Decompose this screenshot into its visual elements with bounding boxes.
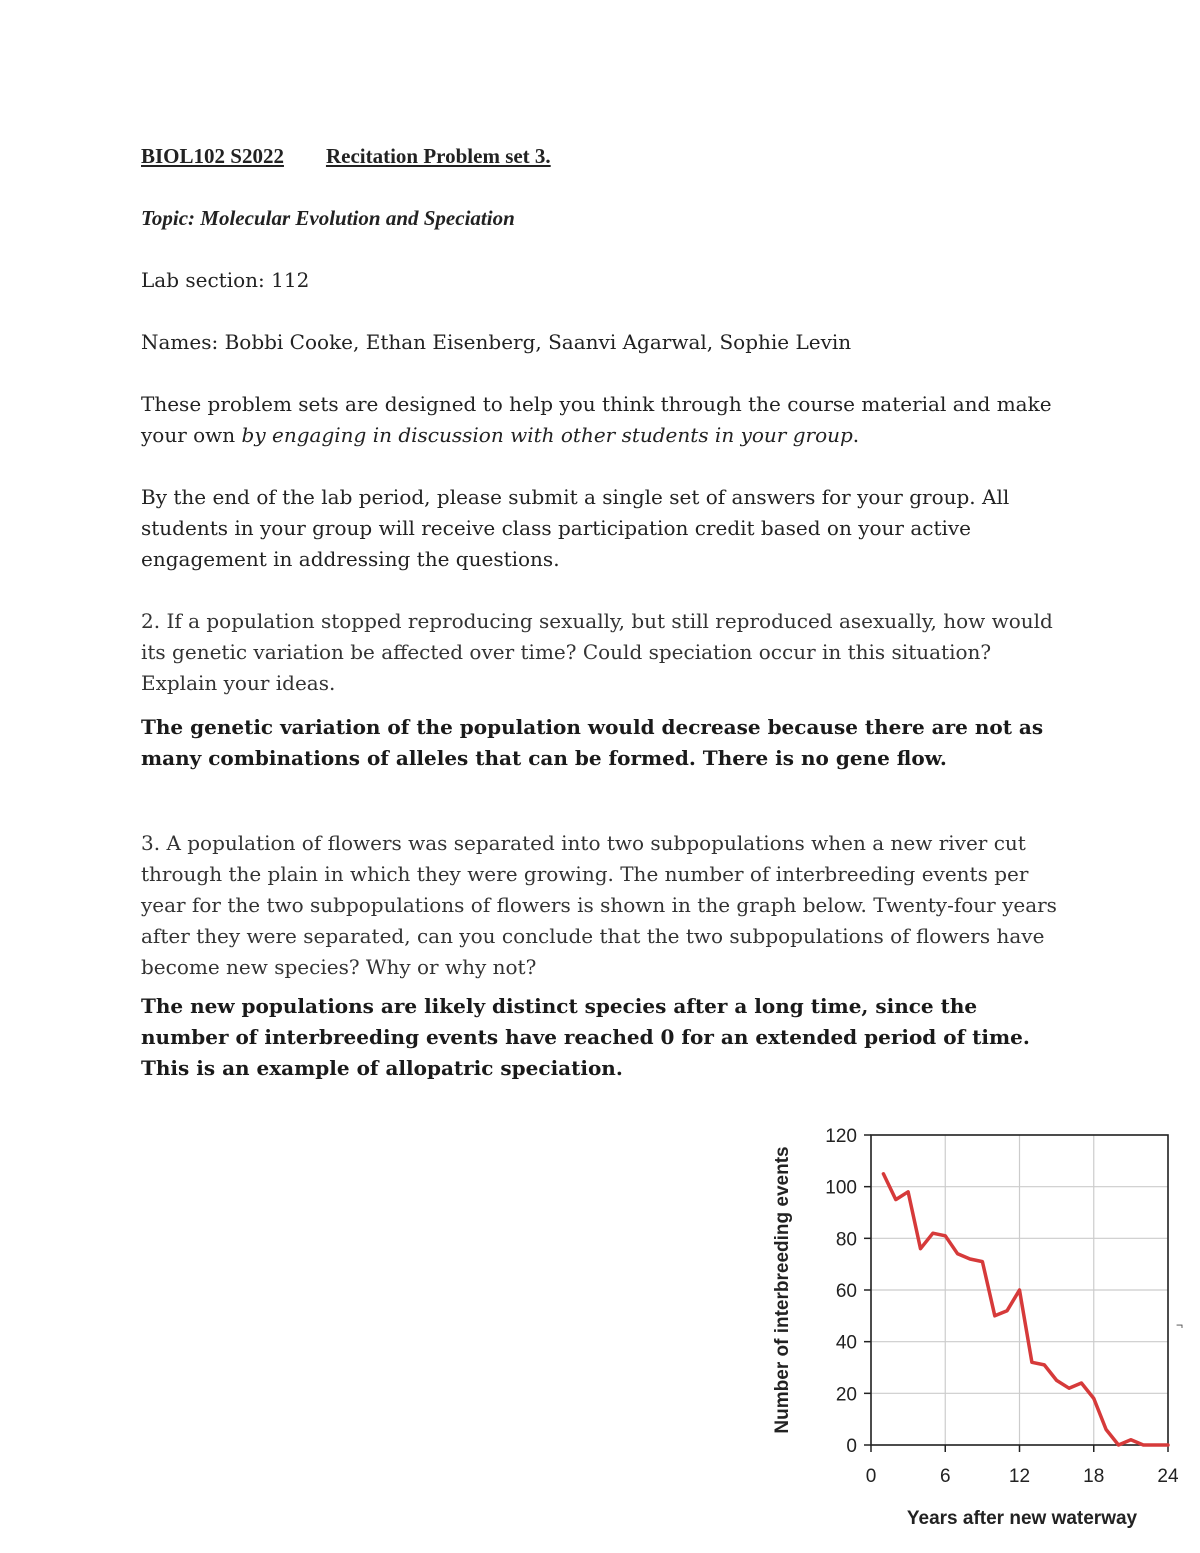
question-2: 2. If a population stopped reproducing sexually, but still reproduced asexually, how would its genetic variation be affected over time? Could speciation occur in this situation? Explain your ideas. <box>141 609 1053 695</box>
y-tick-label: 120 <box>825 1126 857 1147</box>
series-line <box>883 1174 1168 1445</box>
chart-series <box>883 1174 1168 1445</box>
y-tick-label: 0 <box>846 1436 857 1457</box>
x-tick-label: 0 <box>865 1466 877 1487</box>
answer-2: The genetic variation of the population would decrease because there are not as many combinations of alleles that can be formed. There is no gene flow. <box>141 715 1044 770</box>
x-tick-label: 12 <box>1008 1466 1031 1487</box>
answer-3: The new populations are likely distinct species after a long time, since the number of interbreeding events have reached 0 for an extended period of time. This is an example of allopatric speciation. <box>141 994 1030 1080</box>
y-tick-label: 20 <box>835 1384 857 1406</box>
margin-mark: ¬ <box>1176 1318 1184 1332</box>
y-tick-labels <box>825 1126 857 1457</box>
x-tick-label: 24 <box>1157 1466 1179 1487</box>
y-tick-label: 80 <box>835 1229 857 1251</box>
x-tick-labels <box>866 1466 1179 1487</box>
group-names: Names: Bobbi Cooke, Ethan Eisenberg, Saanvi Agarwal, Sophie Levin <box>141 330 852 354</box>
y-tick-label: 40 <box>835 1332 857 1354</box>
course-code: BIOL102 S2022 <box>141 144 284 168</box>
y-tick-label: 100 <box>825 1177 857 1199</box>
problem-set-title: Recitation Problem set 3. <box>325 144 551 168</box>
interbreeding-chart <box>760 1120 1200 1540</box>
lab-section: Lab section: 112 <box>141 268 310 292</box>
y-axis-label: Number of interbreeding events <box>772 1146 793 1434</box>
question-3: 3. A population of flowers was separated into two subpopulations when a new river cut through the plain in which they were growing. The number of interbreeding events per year for the two subpopulations of flowers is shown in the graph below. Twenty-four years after they were separated, can you conclude that the two subpopulations of flowers have become new species? Why or why not? <box>141 831 1057 979</box>
x-tick-label: 18 <box>1083 1466 1105 1487</box>
intro-emphasis: by engaging in discussion with other students in your group <box>241 423 853 447</box>
intro-paragraph <box>141 389 1071 451</box>
topic-heading: Topic: Molecular Evolution and Speciation <box>141 206 515 230</box>
instructions-paragraph: By the end of the lab period, please submit a single set of answers for your group. All students in your group will receive class participation credit based on your active engagement in addressing the questions. <box>141 485 1010 571</box>
intro-end: . <box>852 423 860 447</box>
y-tick-label: 60 <box>835 1281 857 1302</box>
x-axis-label: Years after new waterway <box>906 1508 1138 1529</box>
header <box>141 141 551 172</box>
x-tick-label: 6 <box>939 1466 951 1487</box>
intro-text: These problem sets are designed to help you think through the course material and make your own <box>141 392 1052 447</box>
